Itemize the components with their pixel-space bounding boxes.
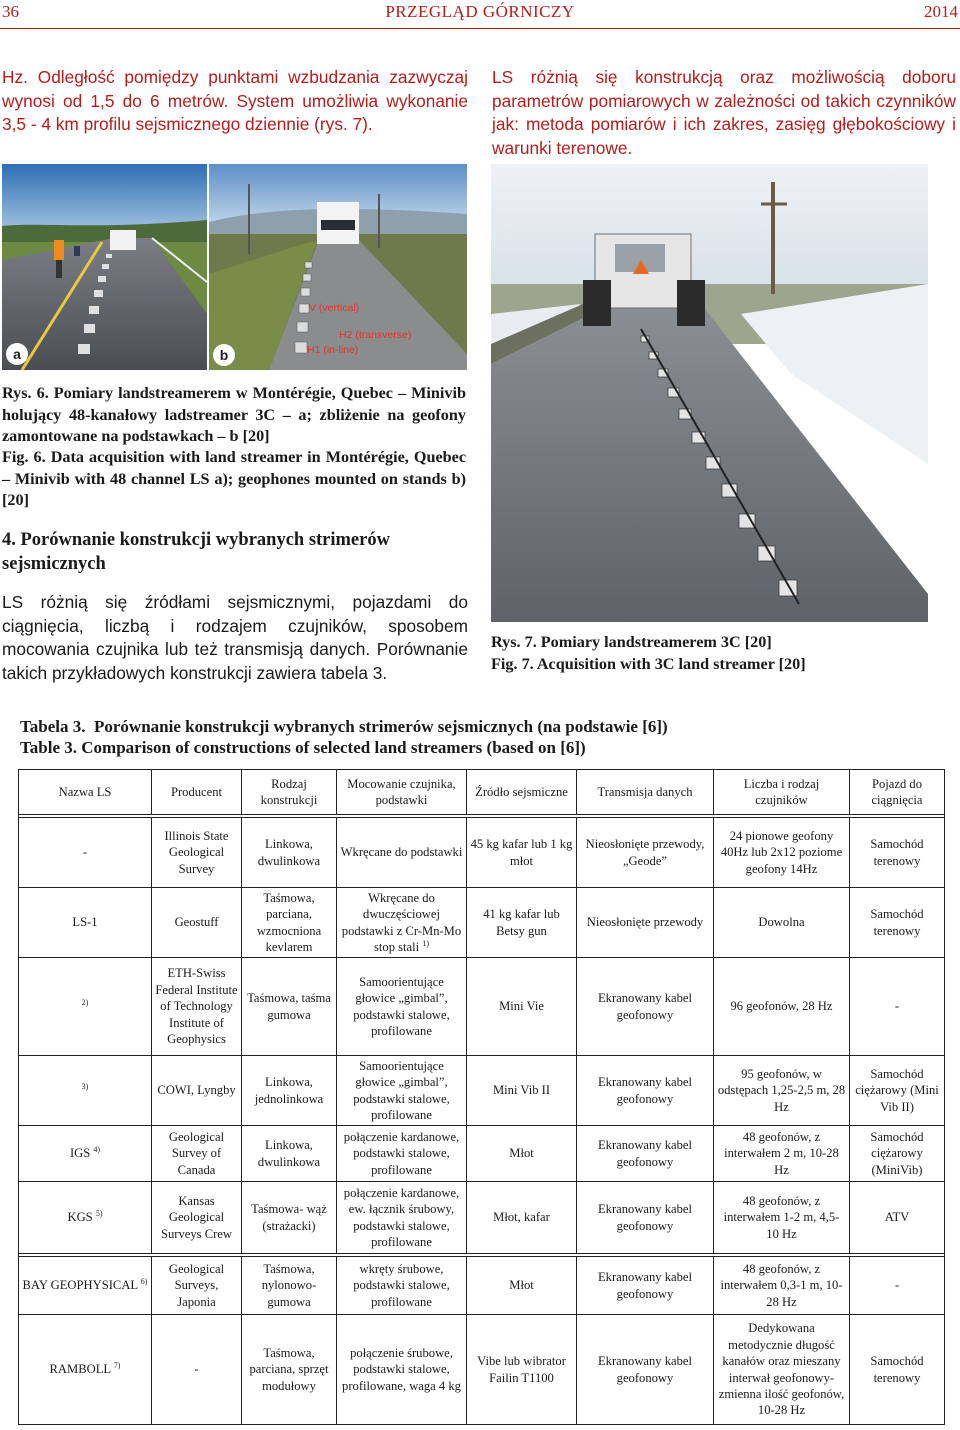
cell-producer: Geological Survey of Canada [152,1126,242,1182]
footnote-marker: 4) [93,1145,101,1155]
section-heading: 4. Porównanie konstrukcji wybranych strimerów sejsmicznych [2,530,390,574]
figure6b-badge: b [213,344,235,366]
axis-label-inline: H1 (in-line) [307,344,359,356]
header-producer: Producent [152,770,242,815]
cell-mounting: połączenie śrubowe, podstawki stalowe, profilowane, waga 4 kg [337,1315,467,1425]
cell-mounting: Samoorientujące głowice „gimbal”, podstawki stalowe, profilowane [337,1056,467,1126]
comparison-table [18,769,945,1425]
cell-construction: Linkowa, dwulinkowa [242,818,337,888]
axis-label-vertical: V (vertical) [309,302,360,314]
figure6a-photo [2,164,207,370]
cell-sensors: 48 geofonów, z interwałem 2 m, 10-28 Hz [714,1126,850,1182]
cell-producer: Geostuff [152,888,242,958]
header-construction: Rodzaj konstrukcji [242,770,337,815]
cell-construction: Taśmowa, taśma gumowa [242,958,337,1056]
header-source: Źródło sejsmiczne [467,770,577,815]
cell-vehicle: Samochód terenowy [850,818,945,888]
cell-vehicle: - [850,1257,945,1315]
cell-source: Młot [467,1126,577,1182]
cell-source: 45 kg kafar lub 1 kg młot [467,818,577,888]
table-row [19,1257,945,1315]
header-name: Nazwa LS [19,770,152,815]
header-sensors: Liczba i rodzaj czujników [714,770,850,815]
cell-vehicle: Samochód ciężarowy (MiniVib) [850,1126,945,1182]
cell-sensors: 96 geofonów, 28 Hz [714,958,850,1056]
header-vehicle: Pojazd do ciągnięcia [850,770,945,815]
footnote-marker: 1) [422,938,429,948]
cell-sensors: 95 geofonów, w odstępach 1,25-2,5 m, 28 Hz [714,1056,850,1126]
cell-source: Młot, kafar [467,1182,577,1254]
cell-name [19,1056,152,1126]
cell-transmission: Nieosłonięte przewody [577,888,714,958]
table-row [19,1315,945,1425]
cell-construction: Linkowa, dwulinkowa [242,1126,337,1182]
cell-source: Młot [467,1257,577,1315]
cell-transmission: Ekranowany kabel geofonowy [577,1257,714,1315]
footnote-marker: 5) [95,1209,103,1219]
figure7-caption-pl: Rys. 7. Pomiary landstreamerem 3C [20] [491,633,772,651]
figure6a-badge: a [6,343,28,365]
table-row [19,958,945,1056]
cell-source: Vibe lub wibrator Failin T1100 [467,1315,577,1425]
cell-mounting: Samoorientujące głowice „gimbal”, podstawki stalowe, profilowane [337,958,467,1056]
table-row [19,1126,945,1182]
cell-transmission: Ekranowany kabel geofonowy [577,1126,714,1182]
cell-transmission: Ekranowany kabel geofonowy [577,1315,714,1425]
footnote-marker: 6) [140,1277,148,1287]
cell-transmission: Ekranowany kabel geofonowy [577,1182,714,1254]
table-caption-en: Table 3. Comparison of constructions of selected land streamers (based on [6]) [20,738,586,757]
table-row [19,1056,945,1126]
running-head [0,0,960,26]
table-row [19,888,945,958]
cell-vehicle: Samochód terenowy [850,888,945,958]
page-number: 36 [2,2,19,21]
cell-producer: Kansas Geological Surveys Crew [152,1182,242,1254]
cell-name: RAMBOLL $^{7)}$ [19,1315,152,1425]
figure7-caption-en: Fig. 7. Acquisition with 3C land streamer [20] [491,655,806,673]
journal-name: PRZEGLĄD GÓRNICZY [385,2,575,21]
cell-transmission: Ekranowany kabel geofonowy [577,958,714,1056]
cell-name: IGS $^{4)}$ [19,1126,152,1182]
cell-source: 41 kg kafar lub Betsy gun [467,888,577,958]
cell-construction: Taśmowa- wąż (strażacki) [242,1182,337,1254]
figure6b-photo [209,164,467,370]
intro-paragraph-left: Hz. Odległość pomiędzy punktami wzbudzania zazwyczaj wynosi od 1,5 do 6 metrów. System umożliwia wykonanie 3,5 - 4 km profilu sejsmicznego dziennie (rys. 7). [2,67,468,134]
cell-producer: ETH-Swiss Federal Institute of Technology Institute of Geophysics [152,958,242,1056]
cell-sensors: 48 geofonów, z interwałem 1-2 m, 4,5- 10 Hz [714,1182,850,1254]
cell-construction: Taśmowa, parciana, sprzęt modułowy [242,1315,337,1425]
axis-label-transverse: H2 (transverse) [339,329,412,341]
cell-sensors: Dedykowana metodycznie długość kanałów oraz mieszany interwał geofonowy- zmienna ilość geofonów, 10-28 Hz [714,1315,850,1425]
cell-sensors: Dowolna [714,888,850,958]
footnote-marker: 7) [113,1361,121,1371]
cell-vehicle: ATV [850,1182,945,1254]
cell-source: Mini Vie [467,958,577,1056]
cell-vehicle: Samochód ciężarowy (Mini Vib II) [850,1056,945,1126]
cell-transmission: Ekranowany kabel geofonowy [577,1056,714,1126]
cell-mounting: połączenie kardanowe, podstawki stalowe, profilowane [337,1126,467,1182]
table-row [19,818,945,888]
header-mounting: Mocowanie czujnika, podstawki [337,770,467,815]
table-caption-pl: Tabela 3. Porównanie konstrukcji wybranych strimerów sejsmicznych (na podstawie [6]) [20,717,668,736]
cell-producer: - [152,1315,242,1425]
section-body: LS różnią się źródłami sejsmicznymi, pojazdami do ciągnięcia, liczbą i rodzajem czujników, sposobem mocowania czujnika lub też transmisją danych. Porównanie takich przykładowych konstrukcji zawiera tabela 3. [2,592,468,683]
cell-source: Mini Vib II [467,1056,577,1126]
cell-name: KGS $^{5)}$ [19,1182,152,1254]
cell-producer: Illinois State Geological Survey [152,818,242,888]
cell-sensors: 24 pionowe geofony 40Hz lub 2x12 poziome geofony 14Hz [714,818,850,888]
intro-paragraph-right: LS różnią się konstrukcją oraz możliwością doboru parametrów pomiarowych w zależności od takich czynników jak: metoda pomiarów i ich zakres, zasięg głębokościowy i warunki terenowe. [492,67,956,158]
footnote-marker: 3) [81,1082,89,1092]
cell-name [19,958,152,1056]
cell-vehicle: Samochód terenowy [850,1315,945,1425]
cell-name: - [19,818,152,888]
cell-construction: Taśmowa, nylonowo-gumowa [242,1257,337,1315]
table-row [19,1182,945,1254]
cell-name: LS-1 [19,888,152,958]
figure7-photo [491,164,928,622]
cell-vehicle: - [850,958,945,1056]
cell-producer: Geological Surveys, Japonia [152,1257,242,1315]
figure6-caption-en: Fig. 6. Data acquisition with land streamer in Montérégie, Quebec – Minivib with 48 channel LS a); geophones mounted on stands b) [20] [2,448,466,510]
cell-mounting: wkręty śrubowe, podstawki stalowe, profilowane [337,1257,467,1315]
footnote-marker: 2) [81,998,89,1008]
cell-producer: COWI, Lyngby [152,1056,242,1126]
cell-mounting: Wkręcane do dwuczęściowej podstawki z Cr-Mn-Mo stop stali $^{1)}$ [337,888,467,958]
cell-name: BAY GEOPHYSICAL $^{6)}$ [19,1257,152,1315]
header-transmission: Transmisja danych [577,770,714,815]
header-rule [0,28,960,29]
cell-sensors: 48 geofonów, z interwałem 0,3-1 m, 10-28 Hz [714,1257,850,1315]
cell-construction: Taśmowa, parciana, wzmocniona kevlarem [242,888,337,958]
figure6-caption-pl: Rys. 6. Pomiary landstreamerem w Montérégie, Quebec – Minivib holujący 48-kanałowy ladstreamer 3C – a; zbliżenie na geofony zamontowane na podstawkach – b [20] [2,384,466,446]
issue-year: 2014 [924,2,958,21]
cell-mounting: połączenie kardanowe, ew. łącznik śrubowy, podstawki stalowe, profilowane [337,1182,467,1254]
cell-construction: Linkowa, jednolinkowa [242,1056,337,1126]
cell-mounting: Wkręcane do podstawki [337,818,467,888]
cell-transmission: Nieosłonięte przewody, „Geode” [577,818,714,888]
table-header-row [19,770,945,815]
